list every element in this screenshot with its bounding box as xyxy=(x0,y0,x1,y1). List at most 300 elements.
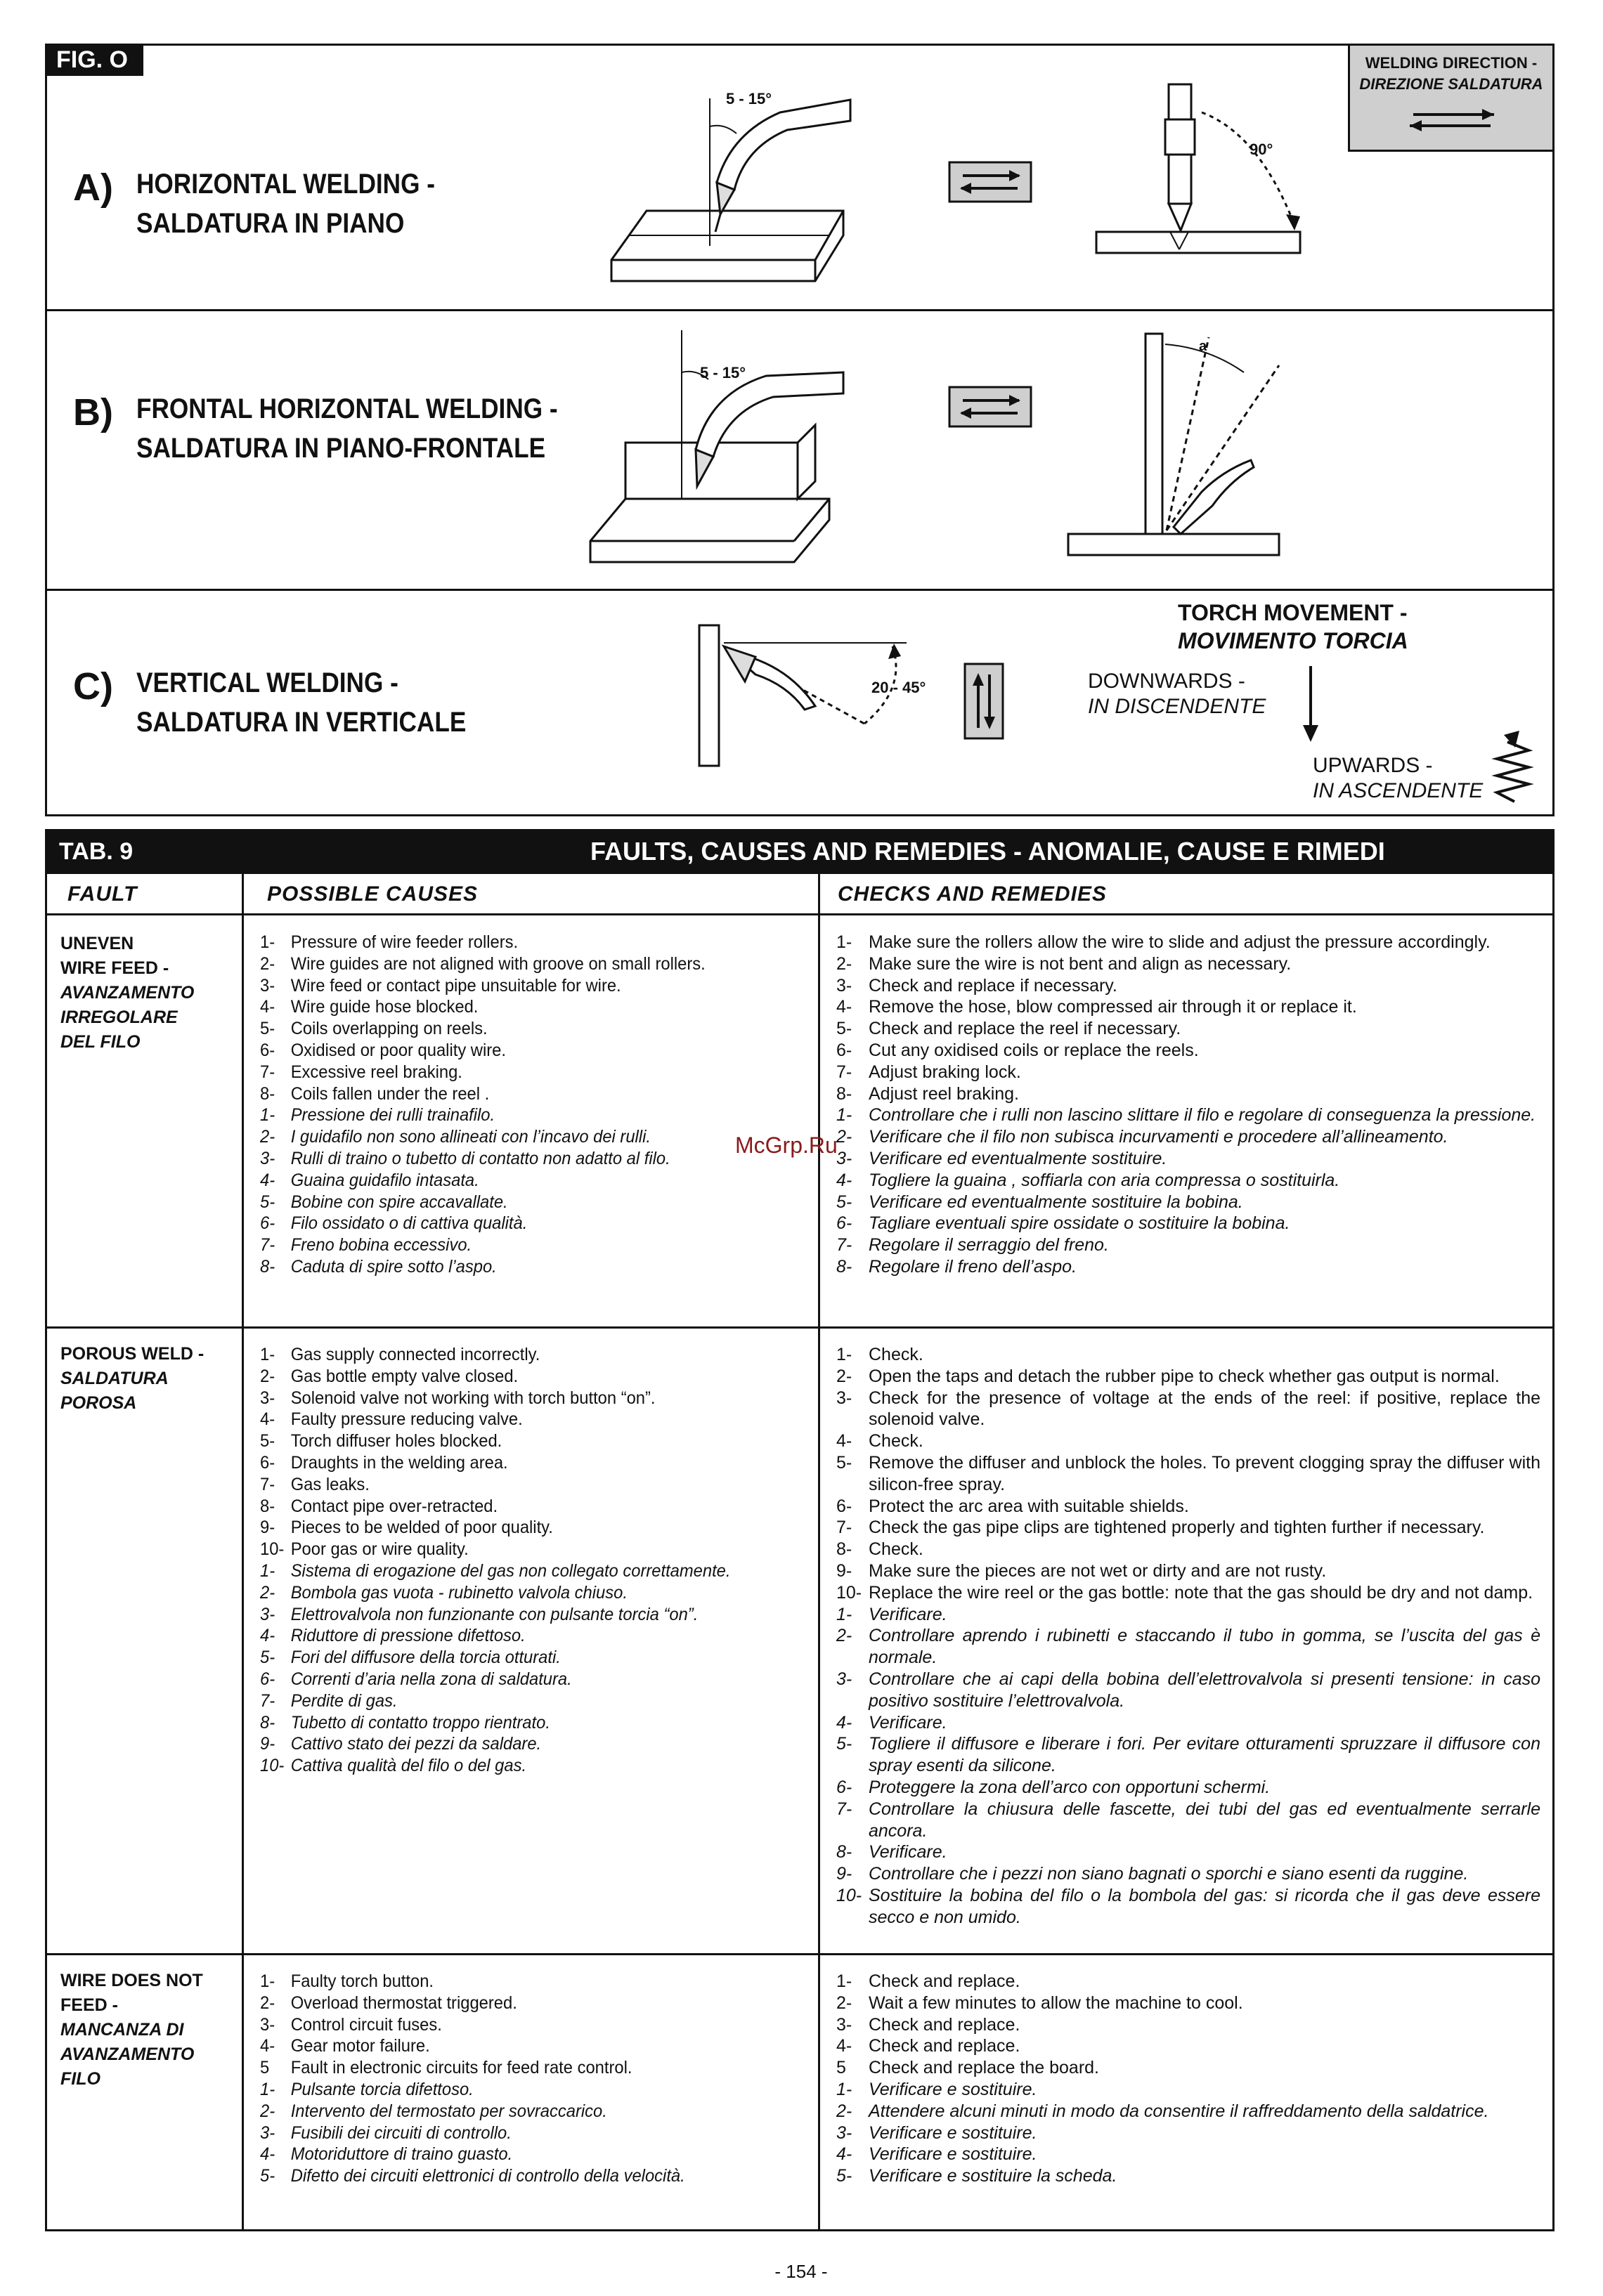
item-number: 5- xyxy=(836,1192,852,1212)
remedy-item xyxy=(836,1560,1540,1582)
item-number: 6- xyxy=(836,1213,852,1234)
item-text: Verificare e sostituire. xyxy=(869,2079,1037,2099)
item-text: Check and replace. xyxy=(869,2036,1020,2056)
item-number: 5- xyxy=(836,1734,852,1754)
item-number: 1- xyxy=(260,1105,275,1126)
item-text: Poor gas or wire quality. xyxy=(290,1539,469,1560)
item-number: 7- xyxy=(836,1235,852,1255)
figure-label: FIG. O xyxy=(45,44,143,76)
cause-item xyxy=(260,2014,781,2036)
cause-item xyxy=(260,2144,781,2165)
item-text: Fori del diffusore della torcia otturati. xyxy=(290,1648,561,1668)
item-text: Tubetto di contatto troppo rientrato. xyxy=(290,1712,550,1733)
item-number: 6- xyxy=(836,1777,852,1797)
item-number: 1- xyxy=(836,932,852,952)
item-text: Check for the presence of voltage at the ends of the reel: if positive, replace the solenoid valve. xyxy=(869,1388,1540,1430)
causes-list-2 xyxy=(260,1344,781,1777)
fault-name-line-it: IRREGOLARE xyxy=(60,1007,178,1027)
item-text: Verificare. xyxy=(869,1604,947,1624)
column-header-remedies: CHECKS AND REMEDIES xyxy=(838,882,1107,906)
remedy-item xyxy=(836,1669,1540,1712)
remedy-item xyxy=(836,1452,1540,1496)
item-text: Adjust braking lock. xyxy=(869,1062,1021,1082)
section-a-title-it: SALDATURA IN PIANO xyxy=(136,208,405,239)
frontal-angle-illustration xyxy=(1068,330,1293,562)
item-number: 6- xyxy=(836,1496,852,1516)
item-text: Proteggere la zona dell’arco con opportuni schermi. xyxy=(869,1777,1271,1797)
item-number: 1- xyxy=(836,1604,852,1624)
section-c-angle: 20 - 45° xyxy=(871,679,926,696)
item-text: Torch diffuser holes blocked. xyxy=(290,1431,502,1452)
item-number: 3- xyxy=(260,2014,275,2035)
cause-item xyxy=(260,1647,781,1669)
cause-item xyxy=(260,1669,781,1690)
item-text: Remove the hose, blow compressed air through it or replace it. xyxy=(869,997,1357,1017)
item-text: Verificare ed eventualmente sostituire la bobina. xyxy=(869,1192,1243,1212)
item-text: Togliere la guaina , soffiarla con aria compressa o sostituirla. xyxy=(869,1170,1340,1190)
cause-item xyxy=(260,1062,781,1083)
item-text: Rulli di traino o tubetto di contatto non adatto al filo. xyxy=(290,1148,670,1168)
cause-item xyxy=(260,1755,781,1777)
remedy-item xyxy=(836,1777,1540,1799)
fault-name-line-it: SALDATURA xyxy=(60,1369,169,1388)
item-text: Make sure the wire is not bent and align as necessary. xyxy=(869,953,1292,974)
remedies-list-3 xyxy=(836,1971,1540,2187)
item-number: 4- xyxy=(260,1170,275,1190)
item-number: 3- xyxy=(260,1388,275,1408)
item-text: Check. xyxy=(869,1539,923,1560)
cause-item xyxy=(260,1018,781,1040)
causes-list-1 xyxy=(260,932,781,1278)
remedy-item xyxy=(836,1366,1540,1388)
item-number: 3- xyxy=(836,2122,852,2143)
cause-item xyxy=(260,1148,781,1170)
item-text: Draughts in the welding area. xyxy=(290,1452,508,1473)
item-number: 2- xyxy=(836,1626,852,1646)
item-text: Make sure the rollers allow the wire to slide and adjust the pressure accordingly. xyxy=(869,932,1491,952)
cause-item xyxy=(260,953,781,975)
item-number: 1- xyxy=(260,1345,275,1364)
item-number: 2- xyxy=(260,1127,275,1147)
item-text: Verificare ed eventualmente sostituire. xyxy=(869,1148,1167,1168)
item-number: 3- xyxy=(836,1669,852,1689)
row-divider-1 xyxy=(45,1326,1555,1329)
item-text: Check the gas pipe clips are tightened properly and tighten further if necessary. xyxy=(869,1518,1485,1538)
remedy-item xyxy=(836,1083,1540,1105)
item-text: Replace the wire reel or the gas bottle: note that the gas should be dry and not damp. xyxy=(869,1582,1533,1603)
item-text: I guidafilo non sono allineati con l’incavo dei rulli. xyxy=(290,1127,651,1147)
item-number: 2- xyxy=(260,2101,275,2121)
item-number: 5- xyxy=(260,2166,275,2186)
remedy-item xyxy=(836,1430,1540,1452)
section-b-title xyxy=(136,389,558,468)
item-text: Attendere alcuni minuti in modo da consentire il raffreddamento della saldatrice. xyxy=(869,2101,1489,2121)
item-text: Control circuit fuses. xyxy=(290,2014,442,2035)
cause-item xyxy=(260,1430,781,1452)
item-text: Gas bottle empty valve closed. xyxy=(290,1366,519,1386)
item-text: Motoriduttore di traino guasto. xyxy=(290,2144,513,2165)
cause-item xyxy=(260,1366,781,1388)
item-number: 9- xyxy=(836,1560,852,1581)
item-text: Pulsante torcia difettoso. xyxy=(290,2079,474,2099)
cause-item xyxy=(260,1604,781,1626)
item-text: Overload thermostat triggered. xyxy=(290,1992,517,2013)
cause-item xyxy=(260,1040,781,1062)
item-number: 7- xyxy=(260,1474,275,1494)
cause-item xyxy=(260,1344,781,1366)
column-header-fault: FAULT xyxy=(67,882,138,906)
item-number: 1- xyxy=(260,1971,275,1991)
item-number: 4- xyxy=(260,997,275,1017)
cause-item xyxy=(260,975,781,997)
item-number: 8- xyxy=(260,1496,275,1516)
cause-item xyxy=(260,1256,781,1278)
column-divider-2 xyxy=(818,874,820,2231)
figure-divider-bc xyxy=(45,589,1555,591)
cause-item xyxy=(260,996,781,1018)
item-text: Cattivo stato dei pezzi da saldare. xyxy=(290,1734,542,1754)
remedy-item xyxy=(836,2014,1540,2036)
item-text: Cut any oxidised coils or replace the reels. xyxy=(869,1040,1199,1060)
cause-item xyxy=(260,1733,781,1755)
item-text: Difetto dei circuiti elettronici di controllo della velocità. xyxy=(290,2166,685,2186)
item-number: 8- xyxy=(260,1712,275,1733)
item-number: 6- xyxy=(260,1452,275,1473)
remedy-item xyxy=(836,932,1540,953)
item-number: 3- xyxy=(836,975,852,996)
item-number: 1- xyxy=(836,2079,852,2099)
item-number: 7- xyxy=(260,1235,275,1255)
remedy-item xyxy=(836,996,1540,1018)
cause-item xyxy=(260,1539,781,1560)
item-text: Gear motor failure. xyxy=(290,2036,430,2056)
item-text: Contact pipe over-retracted. xyxy=(290,1496,498,1516)
item-number: 4- xyxy=(836,1712,852,1733)
item-text: Correnti d’aria nella zona di saldatura. xyxy=(290,1669,572,1689)
remedy-item xyxy=(836,1517,1540,1539)
item-text: Verificare e sostituire. xyxy=(869,2122,1037,2143)
item-number: 6- xyxy=(260,1669,275,1689)
item-number: 5 xyxy=(836,2058,846,2078)
fault-cell-1 xyxy=(60,932,229,1055)
item-text: Check and replace the reel if necessary. xyxy=(869,1019,1181,1039)
section-a-angle2: 90° xyxy=(1250,141,1273,158)
remedy-item xyxy=(836,1799,1540,1842)
item-text: Coils fallen under the reel . xyxy=(290,1083,490,1104)
item-number: 1- xyxy=(260,932,275,952)
remedy-item xyxy=(836,1104,1540,1126)
remedy-item xyxy=(836,1841,1540,1863)
item-number: 2- xyxy=(836,2101,852,2121)
fault-name-line-it: AVANZAMENTO xyxy=(60,983,195,1003)
remedy-item xyxy=(836,1256,1540,1278)
remedy-item xyxy=(836,1388,1540,1431)
fault-cell-2 xyxy=(60,1342,229,1416)
item-text: Filo ossidato o di cattiva qualità. xyxy=(290,1213,528,1234)
column-divider-1 xyxy=(242,874,244,2231)
item-text: Check. xyxy=(869,1431,923,1452)
remedy-item xyxy=(836,1992,1540,2014)
remedies-list-2 xyxy=(836,1344,1540,1929)
downwards-label: DOWNWARDS - xyxy=(1088,670,1245,693)
item-number: 5- xyxy=(836,2166,852,2186)
cause-item xyxy=(260,2079,781,2101)
torch-90-degree-illustration xyxy=(1096,70,1307,260)
item-text: Perdite di gas. xyxy=(290,1690,398,1711)
cause-item xyxy=(260,1496,781,1518)
item-text: Bombola gas vuota - rubinetto valvola chiuso. xyxy=(290,1582,628,1603)
item-number: 4- xyxy=(836,2144,852,2165)
item-text: Check and replace. xyxy=(869,2014,1020,2035)
section-b-title-it: SALDATURA IN PIANO-FRONTALE xyxy=(136,433,546,464)
item-text: Bobine con spire accavallate. xyxy=(290,1192,508,1212)
row-divider-2 xyxy=(45,1953,1555,1955)
item-number: 8- xyxy=(836,1539,852,1560)
item-number: 3- xyxy=(836,2014,852,2035)
page-number: - 154 - xyxy=(774,2261,828,2282)
item-number: 8- xyxy=(260,1256,275,1277)
item-number: 4- xyxy=(836,1431,852,1452)
cause-item xyxy=(260,1474,781,1496)
item-number: 5- xyxy=(260,1192,275,1212)
item-number: 1- xyxy=(260,2079,275,2099)
item-number: 6- xyxy=(260,1213,275,1234)
item-text: Verificare e sostituire. xyxy=(869,2144,1037,2165)
item-text: Regolare il freno dell’aspo. xyxy=(869,1256,1077,1277)
item-number: 8- xyxy=(260,1083,275,1104)
cause-item xyxy=(260,1083,781,1105)
remedy-item xyxy=(836,1126,1540,1148)
item-text: Elettrovalvola non funzionante con pulsante torcia “on”. xyxy=(290,1604,699,1624)
cause-item xyxy=(260,1170,781,1192)
item-number: 5- xyxy=(836,1019,852,1039)
item-number: 7- xyxy=(836,1799,852,1819)
remedy-item xyxy=(836,1971,1540,1992)
section-a-title-en: HORIZONTAL WELDING - xyxy=(136,169,435,200)
item-text: Fusibili dei circuiti di controllo. xyxy=(290,2122,512,2143)
item-number: 9- xyxy=(260,1518,275,1538)
item-text: Wire guides are not aligned with groove on small rollers. xyxy=(290,953,706,974)
item-number: 8- xyxy=(836,1083,852,1104)
item-text: Wire feed or contact pipe unsuitable for wire. xyxy=(290,975,621,996)
remedy-item xyxy=(836,1344,1540,1366)
section-c-title-it: SALDATURA IN VERTICALE xyxy=(136,707,467,738)
cause-item xyxy=(260,1625,781,1647)
fault-name-line: FEED - xyxy=(60,1995,118,2015)
cause-item xyxy=(260,1452,781,1474)
cause-item xyxy=(260,1560,781,1582)
item-number: 2- xyxy=(836,1127,852,1147)
remedy-item xyxy=(836,2079,1540,2101)
remedy-item xyxy=(836,1496,1540,1518)
item-text: Remove the diffuser and unblock the holes. To prevent clogging spray the diffuser with silicon-free spray. xyxy=(869,1452,1540,1494)
remedy-item xyxy=(836,1712,1540,1734)
item-number: 6- xyxy=(260,1040,275,1060)
item-text: Controllare la chiusura delle fascette, dei tubi del gas ed eventualmente serrarle ancora. xyxy=(869,1799,1540,1841)
section-a-angle: 5 - 15° xyxy=(726,90,772,107)
direction-arrows-icon xyxy=(949,386,1032,427)
item-number: 5- xyxy=(260,1648,275,1668)
cause-item xyxy=(260,932,781,953)
fault-name-line: POROUS WELD - xyxy=(60,1344,205,1364)
item-text: Wait a few minutes to allow the machine to cool. xyxy=(869,1992,1243,2013)
item-text: Verificare. xyxy=(869,1842,947,1863)
remedy-item xyxy=(836,1213,1540,1234)
item-text: Riduttore di pressione difettoso. xyxy=(290,1626,526,1646)
item-text: Verificare. xyxy=(869,1712,947,1733)
cause-item xyxy=(260,2122,781,2144)
item-number: 3- xyxy=(260,1604,275,1624)
cause-item xyxy=(260,1192,781,1213)
remedy-item xyxy=(836,2144,1540,2165)
remedy-item xyxy=(836,1234,1540,1256)
torch-movement-title-it: MOVIMENTO TORCIA xyxy=(1178,628,1408,653)
cause-item xyxy=(260,2035,781,2057)
zigzag-up-arrow-icon xyxy=(1490,728,1539,805)
cause-item xyxy=(260,1690,781,1712)
remedy-item xyxy=(836,2165,1540,2187)
remedy-item xyxy=(836,1040,1540,1062)
section-a-letter: A) xyxy=(73,167,113,209)
item-text: Gas leaks. xyxy=(290,1474,370,1494)
down-arrow-icon xyxy=(1300,666,1321,743)
remedy-item xyxy=(836,1148,1540,1170)
remedy-item xyxy=(836,2035,1540,2057)
item-number: 2- xyxy=(260,1992,275,2013)
item-text: Check and replace if necessary. xyxy=(869,975,1117,996)
item-number: 4- xyxy=(836,1170,852,1190)
item-text: Regolare il serraggio del freno. xyxy=(869,1235,1109,1255)
section-b-angle: 5 - 15° xyxy=(700,364,746,381)
item-number: 2- xyxy=(836,1366,852,1386)
remedy-item xyxy=(836,1170,1540,1192)
causes-list-3 xyxy=(260,1971,781,2187)
item-number: 4- xyxy=(260,1626,275,1646)
welding-direction-title-it: DIREZIONE SALDATURA xyxy=(1359,75,1543,93)
item-number: 4- xyxy=(260,2036,275,2056)
remedy-item xyxy=(836,1539,1540,1560)
item-text: Sistema di erogazione del gas non collegato correttamente. xyxy=(290,1560,731,1581)
upwards-label: UPWARDS - xyxy=(1313,754,1433,777)
remedy-item xyxy=(836,1625,1540,1669)
remedy-item xyxy=(836,1863,1540,1885)
fault-name-line: WIRE FEED - xyxy=(60,958,169,978)
item-number: 2- xyxy=(836,1992,852,2013)
item-text: Cattiva qualità del filo o del gas. xyxy=(290,1756,527,1776)
item-number: 5- xyxy=(836,1452,852,1473)
cause-item xyxy=(260,1582,781,1604)
fault-name-line-it: AVANZAMENTO xyxy=(60,2044,195,2064)
remedy-item xyxy=(836,2101,1540,2122)
item-number: 8- xyxy=(836,1256,852,1277)
table-title: FAULTS, CAUSES AND REMEDIES - ANOMALIE, CAUSE E RIMEDI xyxy=(590,837,1385,866)
item-text: Caduta di spire sotto l’aspo. xyxy=(290,1256,497,1277)
item-number: 1- xyxy=(836,1345,852,1364)
remedy-item xyxy=(836,2057,1540,2079)
cause-item xyxy=(260,1234,781,1256)
cause-item xyxy=(260,1409,781,1430)
item-text: Make sure the pieces are not wet or dirty and are not rusty. xyxy=(869,1560,1327,1581)
cause-item xyxy=(260,1213,781,1234)
remedy-item xyxy=(836,2122,1540,2144)
item-text: Adjust reel braking. xyxy=(869,1083,1020,1104)
section-c-letter: C) xyxy=(73,665,113,707)
item-text: Faulty torch button. xyxy=(290,1971,434,1991)
item-number: 10- xyxy=(836,1582,862,1603)
item-number: 5 xyxy=(260,2058,270,2078)
item-text: Protect the arc area with suitable shields. xyxy=(869,1496,1189,1516)
fault-name-line-it: POROSA xyxy=(60,1393,137,1413)
item-number: 4- xyxy=(836,2036,852,2056)
cause-item xyxy=(260,1992,781,2014)
cause-item xyxy=(260,1517,781,1539)
item-text: Wire guide hose blocked. xyxy=(290,997,479,1017)
item-number: 2- xyxy=(260,1582,275,1603)
cause-item xyxy=(260,1712,781,1734)
item-text: Gas supply connected incorrectly. xyxy=(290,1345,540,1364)
remedy-item xyxy=(836,1733,1540,1777)
item-text: Verificare e sostituire la scheda. xyxy=(869,2166,1117,2186)
item-number: 10- xyxy=(260,1539,285,1560)
item-text: Togliere il diffusore e liberare i fori. Per evitare otturamenti spruzzare il diffusore con spray esenti da silicone. xyxy=(869,1734,1540,1776)
item-text: Fault in electronic circuits for feed rate control. xyxy=(290,2058,632,2078)
item-text: Faulty pressure reducing valve. xyxy=(290,1409,523,1430)
item-text: Open the taps and detach the rubber pipe to check whether gas output is normal. xyxy=(869,1366,1500,1386)
item-text: Oxidised or poor quality wire. xyxy=(290,1040,506,1060)
item-text: Sostituire la bobina del filo o la bombola del gas: si ricorda che il gas deve essere secco e non umido. xyxy=(869,1885,1540,1927)
item-number: 6- xyxy=(836,1040,852,1060)
remedy-item xyxy=(836,1192,1540,1213)
item-number: 10- xyxy=(836,1885,862,1905)
fault-name-line-it: DEL FILO xyxy=(60,1032,141,1052)
remedy-item xyxy=(836,975,1540,997)
item-number: 8- xyxy=(836,1842,852,1863)
item-text: Check and replace. xyxy=(869,1971,1020,1991)
up-down-arrows-icon xyxy=(964,663,1004,739)
downwards-label-it: IN DISCENDENTE xyxy=(1088,695,1266,718)
section-b-letter: B) xyxy=(73,391,113,433)
item-number: 3- xyxy=(836,1388,852,1408)
item-number: 2- xyxy=(836,953,852,974)
direction-arrows-icon xyxy=(949,162,1032,202)
torch-movement-title: TORCH MOVEMENT - xyxy=(1178,600,1408,625)
cause-item xyxy=(260,2101,781,2122)
item-text: Coils overlapping on reels. xyxy=(290,1019,488,1039)
remedy-item xyxy=(836,1018,1540,1040)
remedy-item xyxy=(836,953,1540,975)
item-number: 7- xyxy=(836,1062,852,1082)
item-number: 7- xyxy=(260,1690,275,1711)
item-number: 7- xyxy=(836,1518,852,1538)
section-b-title-en: FRONTAL HORIZONTAL WELDING - xyxy=(136,393,558,424)
cause-item xyxy=(260,2057,781,2079)
item-number: 1- xyxy=(836,1105,852,1126)
item-text: Pieces to be welded of poor quality. xyxy=(290,1518,553,1538)
item-number: 9- xyxy=(260,1734,275,1754)
item-number: 9- xyxy=(836,1864,852,1884)
item-text: Intervento del termostato per sovraccarico. xyxy=(290,2101,607,2121)
welding-direction-title: WELDING DIRECTION - xyxy=(1365,54,1538,72)
header-row-divider xyxy=(45,913,1555,915)
remedies-list-1 xyxy=(836,932,1540,1278)
table-label: TAB. 9 xyxy=(59,838,134,865)
cause-item xyxy=(260,1388,781,1409)
item-number: 2- xyxy=(260,1366,275,1386)
remedy-item xyxy=(836,1604,1540,1626)
item-text: Pressione dei rulli trainafilo. xyxy=(290,1105,495,1126)
cause-item xyxy=(260,1971,781,1992)
section-a-title xyxy=(136,164,435,243)
